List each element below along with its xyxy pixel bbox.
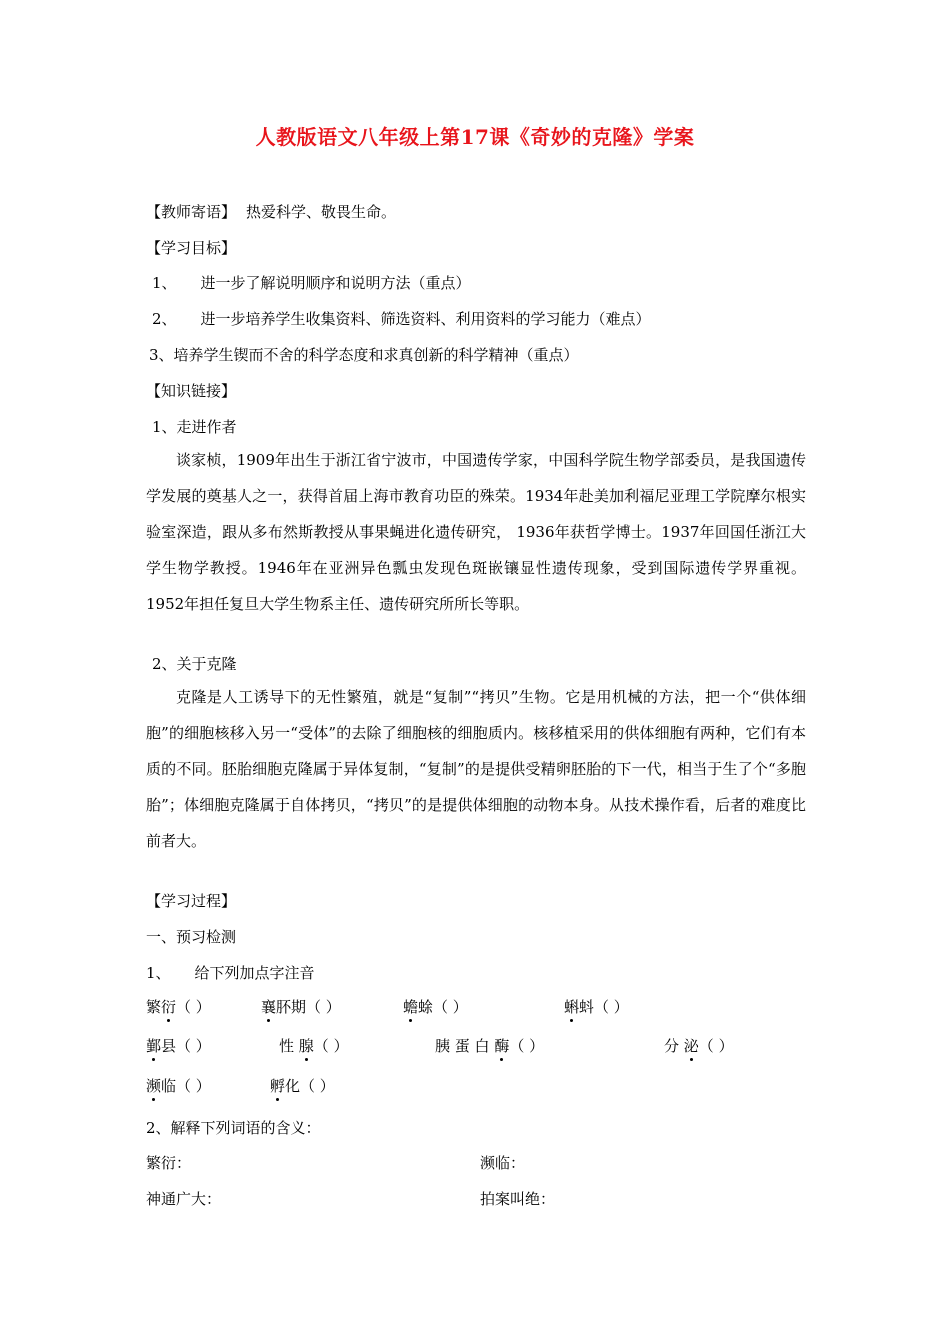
clone-text: 克隆是人工诱导下的无性繁殖，就是“复制”“拷贝”生物。它是用机械的方法，把一个“供体细胞”的细胞核移入另一“受体”的去除了细胞核的细胞质内。核移植采用的供体细胞有两种，它们有本质的不同。胚胎细胞克隆属于异体复制，“复制”的是提供受精卵胚胎的下一代，相当于生了个“多胞胎”；体细胞克隆属于自体拷贝，“拷贝”的是提供体细胞的动物本身。从技术操作看，后者的难度比前者大。 (146, 688, 806, 850)
objective-number: 3、 (149, 346, 174, 364)
knowledge-heading: 【知识链接】 (146, 382, 237, 400)
term-left: 神通广大： (146, 1190, 222, 1208)
word-item: 蟾蜍（ ） (403, 998, 468, 1016)
objective-item (152, 272, 471, 293)
teacher-message-label: 【教师寄语】 (146, 203, 237, 221)
objective-item (152, 308, 651, 329)
question-text: 给下列加点字注音 (194, 964, 315, 982)
term-right: 濒临： (480, 1154, 526, 1172)
process-heading: 【学习过程】 (146, 892, 237, 910)
section-heading: 一、预习检测 (146, 928, 237, 946)
question-1 (146, 962, 315, 983)
objective-text: 进一步了解说明顺序和说明方法（重点） (200, 274, 471, 292)
word-item: 性 腺（ ） (279, 1037, 349, 1055)
word-item: 孵化（ ） (270, 1077, 335, 1095)
term-left: 繁衍： (146, 1154, 192, 1172)
question-2: 2、解释下列词语的含义： (146, 1119, 321, 1137)
clone-paragraph (146, 679, 806, 859)
author-text: 谈家桢，1909年出生于浙江省宁波市，中国遗传学家，中国科学院生物学部委员，是我国遗传学发展的奠基人之一，获得首届上海市教育功臣的殊荣。1934年赴美加利福尼亚理工学院摩尔根实验室深造，跟从多布然斯教授从事果蝇进化遗传研究， 1936年获哲学博士。1937年回国任浙江大学生物学教授。1946年在亚洲异色瓢虫发现色斑嵌镶显性遗传现象，受到国际遗传学界重视。1952年担任复旦大学生物系主任、遗传研究所所长等职。 (146, 451, 806, 613)
word-item: 鄞县（ ） (146, 1037, 211, 1055)
clone-heading: 2、关于克隆 (152, 655, 237, 673)
word-item: 蝌蚪（ ） (564, 998, 629, 1016)
word-item: 分 泌（ ） (664, 1037, 734, 1055)
term-right: 拍案叫绝： (480, 1190, 556, 1208)
objective-text: 培养学生锲而不舍的科学态度和求真创新的科学精神（重点） (173, 346, 579, 364)
objective-number: 1、 (152, 274, 177, 292)
author-heading: 1、走进作者 (152, 418, 237, 436)
teacher-message (146, 201, 396, 222)
word-item: 繁衍（ ） (146, 998, 211, 1016)
word-item: 胰 蛋 白 酶（ ） (435, 1037, 545, 1055)
question-number: 1、 (146, 964, 171, 982)
objective-text: 进一步培养学生收集资料、筛选资料、利用资料的学习能力（难点） (200, 310, 651, 328)
word-item: 濒临（ ） (146, 1077, 211, 1095)
teacher-message-text: 热爱科学、敬畏生命。 (246, 203, 397, 221)
objective-number: 2、 (152, 310, 177, 328)
author-paragraph (146, 442, 806, 622)
objective-item (149, 344, 579, 365)
objectives-heading: 【学习目标】 (146, 239, 237, 257)
word-item: 襄肧期（ ） (261, 998, 341, 1016)
page-title: 人教版语文八年级上第17课《奇妙的克隆》学案 (255, 125, 695, 149)
